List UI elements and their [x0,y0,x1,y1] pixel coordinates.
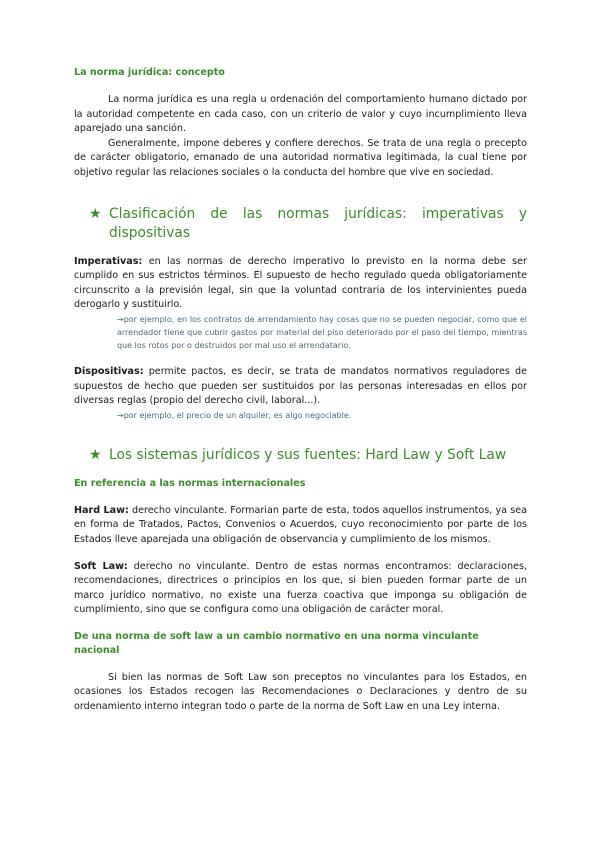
term-soft-law: Soft Law: [74,560,128,572]
paragraph-imperativas [74,255,527,313]
paragraph-final: Si bien las normas de Soft Law son preceptos no vinculantes para los Estados, en ocasiones los Estados recogen las Recomendaciones o Declaraciones y dentro de su ordenamiento interno integran todo o parte de la norma de Soft Law en una Ley interna. [74,671,527,713]
section-title-sistemas-text: Los sistemas jurídicos y sus fuentes: Hard Law y Soft Law [109,446,507,463]
example-imperativas: →por ejemplo, en los contratos de arrendamiento hay cosas que no se pueden negociar, como que el arrendador tiene que cubrir gastos por material del piso deteriorado por el paso del tiempo, mientras que los rotos por o destruidos por mal uso el arrendatario. [117,314,527,350]
paragraph-hard-law [74,504,527,548]
section-heading-concepto: La norma jurídica: concepto [74,67,225,78]
subheading-normas-internacionales: En referencia a las normas internacionales [74,477,306,489]
document-content [74,66,527,715]
star-icon: ★ [89,205,102,222]
paragraph-dispositivas [74,365,527,409]
section-title-clasificacion-text: Clasificación de las normas jurídicas: imperativas y dispositivas [109,205,527,241]
paragraph-caracter: Generalmente, impone deberes y confiere derechos. Se trata de una regla o precepto de carácter obligatorio, emanado de una autoridad normativa legitimada, la cual tiene por objetivo regular las relaciones sociales o la conducta del hombre que vive en sociedad. [74,137,527,178]
example-dispositivas: →por ejemplo, el precio de un alquiler, es algo negociable. [117,410,352,420]
dispositivas-text: permite pactos, es decir, se trata de mandatos normativos reguladores de supuestos de hecho que pueden ser sustituidos por las personas interesadas en ellos por diversas reglas (propio del derecho civil, laboral...). [74,365,527,407]
section-title-clasificacion [89,205,527,243]
star-icon: ★ [89,446,102,463]
imperativas-text: en las normas de derecho imperativo lo previsto en la norma debe ser cumplido en sus estrictos términos. El supuesto de hecho regulado queda obligatoriamente circunscrito a la previsión legal, sin que la voluntad contraria de los intervinientes pueda derogarlo y sustituirlo. [74,255,527,311]
paragraph-definicion: La norma jurídica es una regla u ordenación del comportamiento humano dictado por la autoridad competente en cada caso, con un criterio de valor y cuyo incumplimiento lleva aparejado una sanción. [74,94,527,135]
term-imperativas: Imperativas: [74,255,143,267]
term-hard-law: Hard Law: [74,504,129,516]
soft-law-text: derecho no vinculante. Dentro de estas normas encontramos: declaraciones, recomendaciones, directrices o principios en los que, si bien pueden formar parte de un marco jurídico normativo, no existe una fuerza coactiva que imponga su obligación de cumplimiento, sino que se configura como una obligación de carácter moral. [74,560,528,616]
term-dispositivas: Dispositivas: [74,365,144,377]
hard-law-text: derecho vinculante. Formarian parte de esta, todos aquellos instrumentos, ya sea en forma de Tratados, Pactos, Convenios o Acuerdos, cuyo reconocimiento por parte de los Estados lleve aparejada una obligación de observancia y cumplimiento de los mismos. [74,504,527,545]
section-title-sistemas [89,446,527,465]
subheading-soft-to-hard: De una norma de soft law a un cambio normativo en una norma vinculante nacional [74,630,479,656]
paragraph-soft-law [74,560,527,618]
